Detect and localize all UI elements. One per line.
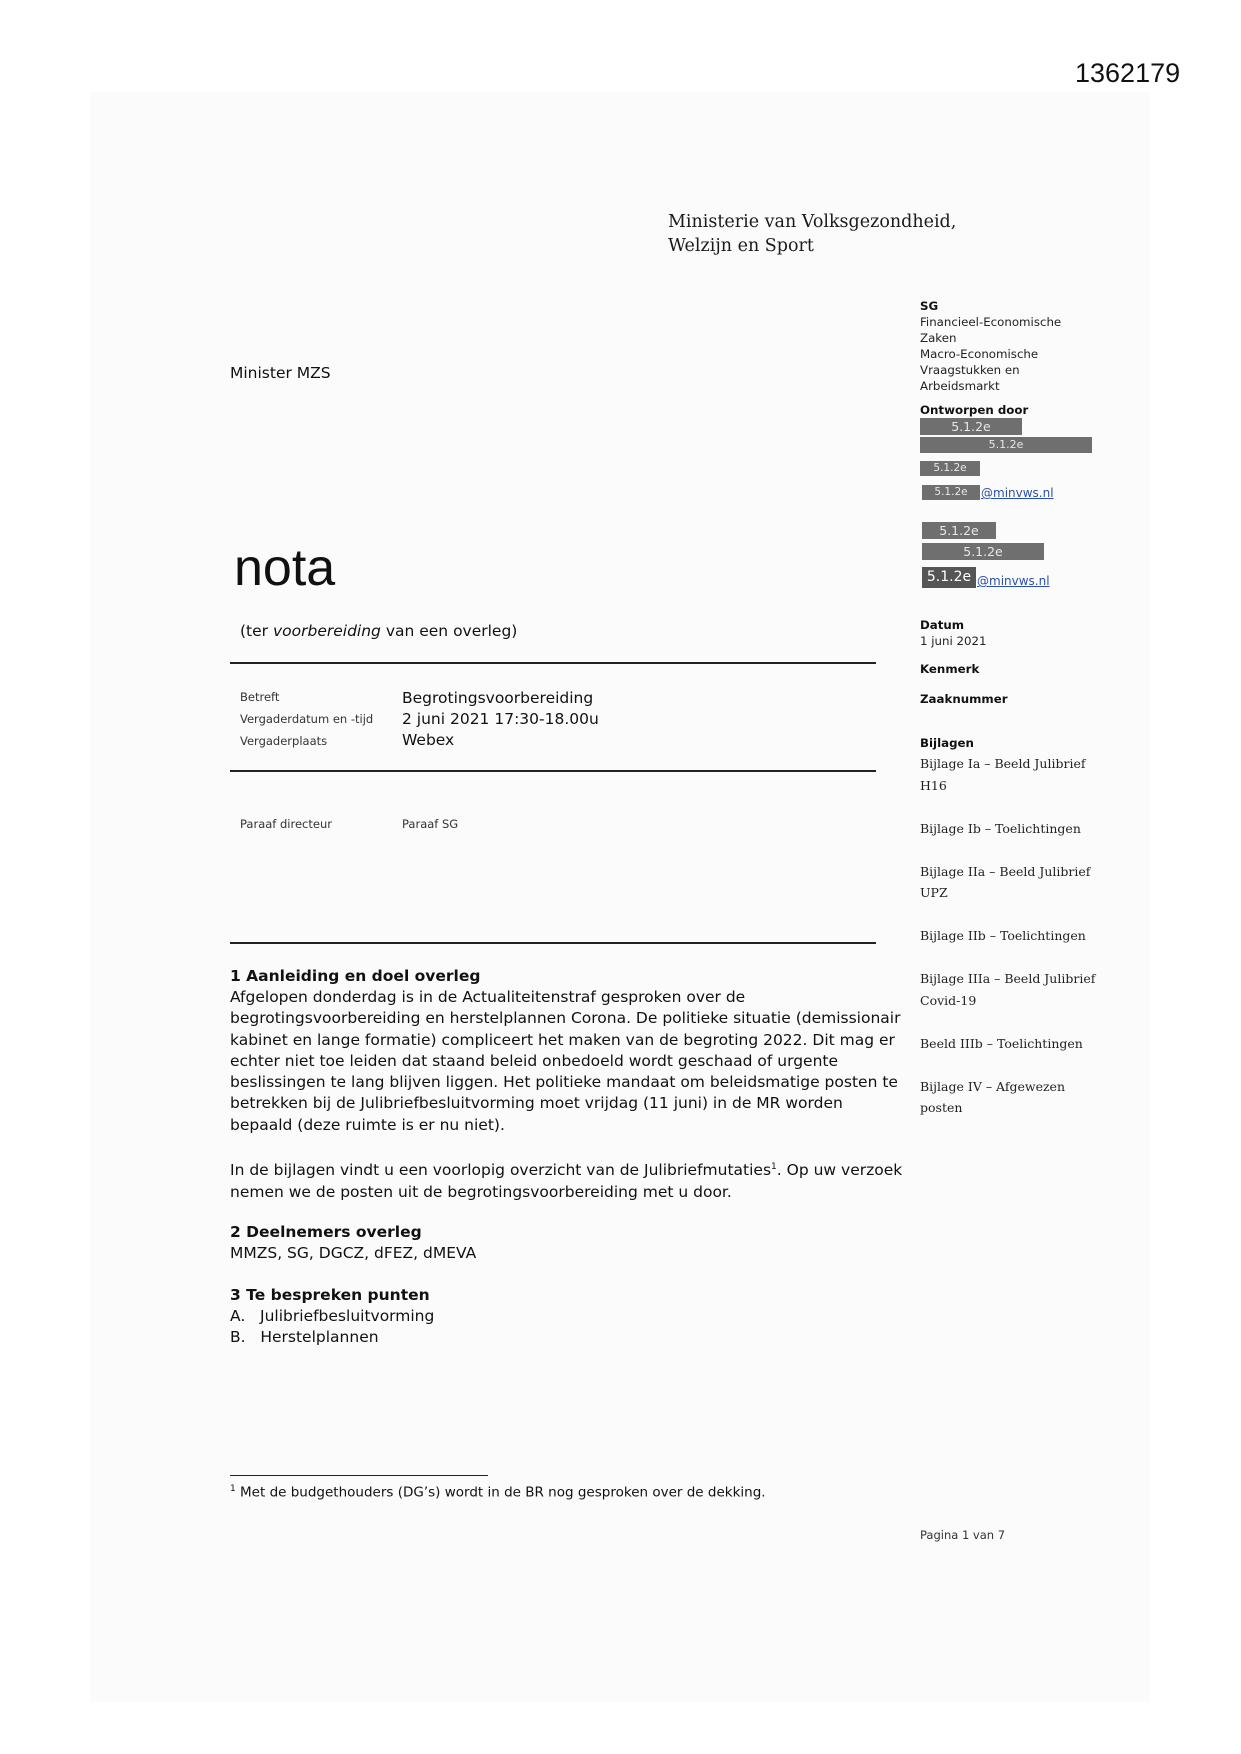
- footnote-divider: [230, 1475, 488, 1476]
- redaction-block: 5.1.2e: [922, 485, 980, 500]
- section-3-item-a: A. Julibriefbesluitvorming: [230, 1307, 435, 1325]
- bijlage-list: [920, 753, 1095, 1119]
- bijlage-1a-line-1: Bijlage Ia – Beeld Julibrief: [920, 756, 1086, 771]
- section-2-text: MMZS, SG, DGCZ, dFEZ, dMEVA: [230, 1244, 477, 1262]
- sidebar-org-line-2: Zaken: [920, 331, 957, 345]
- section-1-heading: 1 Aanleiding en doel overleg: [230, 967, 481, 985]
- email-link[interactable]: @minvws.nl: [977, 574, 1050, 588]
- document-number: 1362179: [1075, 58, 1181, 88]
- sidebar-kenmerk: [920, 661, 979, 677]
- subtitle-emphasis: voorbereiding: [272, 622, 381, 640]
- section-2: [230, 1222, 910, 1264]
- paraaf-sg-label: Paraaf SG: [402, 817, 459, 831]
- ministry-logo-text: [668, 210, 956, 258]
- datum-value: 1 juni 2021: [920, 634, 987, 648]
- zaaknummer-label: Zaaknummer: [920, 692, 1008, 706]
- sidebar-org-line-3: Macro-Economische: [920, 347, 1039, 361]
- document-subtitle: [240, 622, 517, 640]
- page-number: Pagina 1 van 7: [920, 1528, 1006, 1542]
- addressee: Minister MZS: [230, 364, 331, 382]
- redaction-block: 5.1.2e: [922, 543, 1044, 560]
- meeting-datetime-value: 2 juni 2021 17:30-18.00u: [402, 710, 599, 728]
- bijlage-3a-line-2: Covid-19: [920, 992, 977, 1008]
- sidebar-bijlagen: [920, 735, 974, 751]
- ministry-line-1: Ministerie van Volksgezondheid,: [668, 212, 957, 232]
- meeting-subject-label: Betreft: [240, 690, 280, 704]
- meeting-place-value: Webex: [402, 731, 455, 749]
- sidebar-org: [920, 298, 1061, 394]
- paragraph-2-post: . Op uw verzoek nemen we de posten uit de begrotingsvoorbereiding met u door.: [230, 1161, 903, 1201]
- redaction-block: 5.1.2e: [920, 418, 1022, 435]
- section-2-heading: 2 Deelnemers overleg: [230, 1223, 422, 1241]
- meeting-datetime-label: Vergaderdatum en -tijd: [240, 712, 374, 726]
- paragraph-2-pre: In de bijlagen vindt u een voorlopig overzicht van de Julibriefmutaties: [230, 1161, 772, 1180]
- section-1-paragraph-2: [230, 1157, 910, 1203]
- section-3: [230, 1285, 910, 1349]
- redaction-block: 5.1.2e: [922, 567, 976, 588]
- bijlage-2b: Bijlage IIb – Toelichtingen: [920, 928, 1086, 943]
- sidebar-org-sg: SG: [920, 299, 939, 313]
- meeting-subject-value: Begrotingsvoorbereiding: [402, 689, 594, 707]
- bijlage-3b: Beeld IIIb – Toelichtingen: [920, 1035, 1083, 1051]
- bijlage-2a-line-2: UPZ: [920, 885, 948, 900]
- kenmerk-label: Kenmerk: [920, 662, 980, 676]
- sidebar-designed-by-label: [920, 402, 1028, 418]
- datum-label: Datum: [920, 618, 965, 632]
- redaction-block: 5.1.2e: [920, 437, 1092, 453]
- section-3-item-b: B. Herstelplannen: [230, 1328, 379, 1347]
- section-1-paragraph-1: Afgelopen donderdag is in de Actualiteitenstraf gesproken over de begrotingsvoorbereiding en herstelplannen Corona. De politieke situatie (demissionair kabinet en lange formatie) compliceert het maken van de begroting 2022. Dit mag er echter niet toe leiden dat staand beleid onbedoeld wordt geschaad of urgente beslissingen te lang blijven liggen. Het politieke mandaat om beleidsmatige posten te betrekken bij de Julibriefbesluitvorming moet vrijdag (11 juni) in de MR worden bepaald (deze ruimte is er nu niet).: [230, 988, 901, 1134]
- footnote-ref: 1: [771, 1162, 777, 1173]
- paraaf-director-label: Paraaf directeur: [240, 817, 332, 831]
- footnote-marker: 1: [230, 1484, 236, 1494]
- bijlage-4-line-2: posten: [920, 1100, 963, 1115]
- bijlage-1b: Bijlage Ib – Toelichtingen: [920, 820, 1081, 836]
- subtitle-post: van een overleg): [380, 622, 518, 640]
- redaction-block: 5.1.2e: [922, 522, 996, 539]
- bijlage-1a-line-2: H16: [920, 777, 947, 793]
- footnote-text: Met de budgethouders (DG’s) wordt in de BR nog gesproken over de dekking.: [235, 1484, 766, 1501]
- bijlage-2a-line-1: Bijlage IIa – Beeld Julibrief: [920, 863, 1091, 879]
- email-link[interactable]: @minvws.nl: [981, 486, 1054, 500]
- sidebar-datum: [920, 617, 987, 649]
- ministry-line-2: Welzijn en Sport: [668, 236, 814, 256]
- section-3-heading: 3 Te bespreken punten: [230, 1286, 430, 1304]
- divider-bottom: [230, 942, 876, 944]
- sidebar-org-line-4: Vraagstukken en: [920, 363, 1020, 377]
- section-1: [230, 966, 910, 1203]
- meeting-place-label: Vergaderplaats: [240, 734, 328, 748]
- divider-middle: [230, 770, 876, 772]
- divider-top: [230, 662, 876, 664]
- footnote: [230, 1484, 766, 1501]
- sidebar-org-line-5: Arbeidsmarkt: [920, 379, 1000, 393]
- sidebar-org-line-1: Financieel-Economische: [920, 315, 1062, 329]
- sidebar-zaaknummer: [920, 691, 1008, 707]
- subtitle-pre: (ter: [240, 622, 273, 640]
- bijlage-4-line-1: Bijlage IV – Afgewezen: [920, 1078, 1066, 1094]
- bijlage-3a-line-1: Bijlage IIIa – Beeld Julibrief: [920, 971, 1096, 986]
- bijlagen-label: Bijlagen: [920, 736, 974, 750]
- redaction-block: 5.1.2e: [920, 461, 980, 476]
- document-title: nota: [234, 539, 336, 597]
- designed-by-text: Ontworpen door: [920, 403, 1029, 417]
